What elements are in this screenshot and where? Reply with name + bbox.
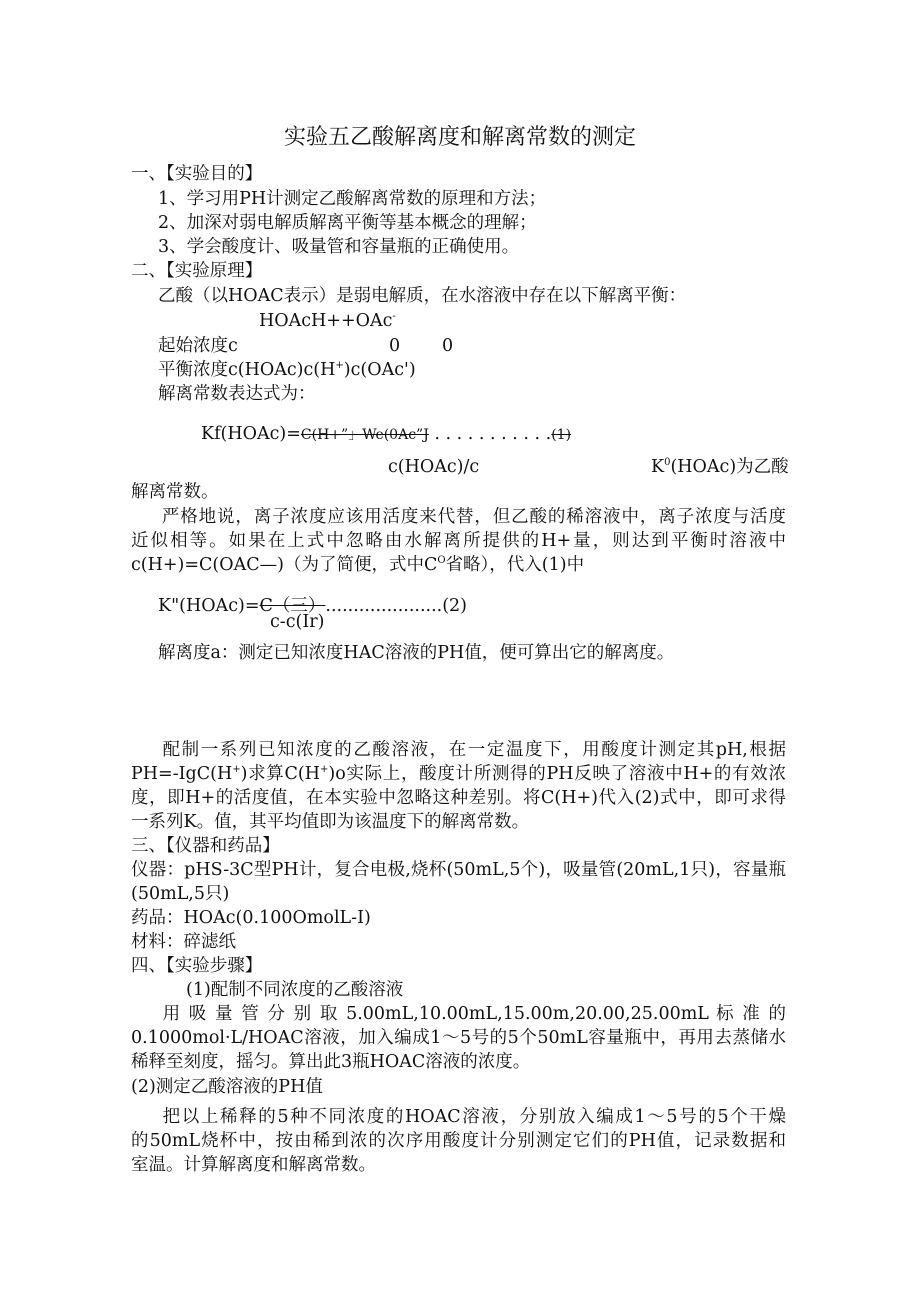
formula-2-denominator: c-c(Ir) — [270, 612, 325, 632]
step-1-line-1: 用 吸 量 管 分 别 取 5.00mL,10.00mL,15.00m,20.00,25.00mL 标 准 的 — [161, 1004, 786, 1024]
step-2-line-1: 把以上稀释的5种不同浓度的HOAC溶液，分别放入编成1～5号的5个干燥 — [161, 1107, 786, 1127]
method-paragraph-line-2: PH=-IgC(H+)求算C(H+)o实际上，酸度计所测得的PH反映了溶液中H+的有效浓 — [131, 764, 786, 784]
dissociation-degree: 解离度a：测定已知浓度HAC溶液的PH值，便可算出它的解离度。 — [158, 643, 675, 663]
method-paragraph-line-3: 度，即H+的活度值，在本实验中忽略这种差别。将C(H+)代入(2)式中，即可求得 — [131, 788, 786, 808]
initial-concentration-label: 起始浓度c — [158, 336, 238, 356]
instruments-line-2: (50mL,5只) — [131, 884, 230, 904]
formula-2: K"(HOAc)=C（三）.....................(2) — [158, 596, 467, 616]
step-1-title: (1)配制不同浓度的乙酸溶液 — [186, 980, 404, 1000]
section-3-heading: 三、【仪器和药品】 — [131, 836, 280, 856]
page-title: 实验五乙酸解离度和解离常数的测定 — [283, 125, 636, 150]
section-2-heading: 二、【实验原理】 — [131, 261, 263, 281]
step-2-title: (2)测定乙酸溶液的PH值 — [131, 1077, 323, 1097]
activity-paragraph-line-2: 近似相等。如果在上式中忽略由水解离所提供的H+量，则达到平衡时溶液中 — [131, 531, 786, 551]
objective-item-1: 1、学习用PH计测定乙酸解离常数的原理和方法； — [158, 189, 547, 209]
objective-item-3: 3、学会酸度计、吸量管和容量瓶的正确使用。 — [158, 237, 520, 257]
expression-label: 解离常数表达式为： — [158, 384, 316, 404]
step-2-line-3: 室温。计算解离度和解离常数。 — [131, 1155, 376, 1175]
formula-1: Kf(HOAc)=C(H+”」We(0Ac”J . . . . . . . . . . .(1) — [201, 424, 572, 444]
k0-definition-cont: 解离常数。 — [131, 482, 219, 502]
equilibrium-concentration: 平衡浓度c(HOAc)c(H+)c(OAc') — [158, 360, 416, 380]
activity-paragraph-line-1: 严格地说，离子浓度应该用活度来代替，但乙酸的稀溶液中，离子浓度与活度 — [161, 507, 786, 527]
k0-definition: $K^0(HOAc)$为乙酸 — [651, 457, 789, 477]
activity-paragraph-line-3: c(H+)=C(OAC—)（为了简便，式中$C^O$省略），代入(1)中 — [131, 555, 585, 575]
principle-intro: 乙酸（以HOAC表示）是弱电解质，在水溶液中存在以下解离平衡： — [158, 286, 687, 306]
formula-1-denominator: c(HOAc)/c — [388, 457, 480, 477]
equilibrium-equation: HOAcH++OAc- — [259, 311, 396, 331]
step-1-line-2: 0.1000mol·L/HOAC溶液，加入编成1～5号的5个50mL容量瓶中，再用去蒸储水 — [131, 1028, 786, 1048]
section-4-heading: 四、【实验步骤】 — [131, 956, 263, 976]
step-1-line-3: 稀释至刻度，摇匀。算出此3瓶HOAC溶液的浓度。 — [131, 1052, 531, 1072]
reagents: 药品：HOAc(0.100OmolL-I) — [131, 908, 371, 928]
method-paragraph-line-4: 一系列K。值，其平均值即为该温度下的解离常数。 — [131, 812, 530, 832]
materials: 材料：碎滤纸 — [131, 932, 236, 952]
initial-concentration-oac: 0 — [442, 336, 454, 356]
method-paragraph-line-1: 配制一系列已知浓度的乙酸溶液，在一定温度下，用酸度计测定其pH,根据 — [161, 740, 786, 760]
step-2-line-2: 的50mL烧杯中，按由稀到浓的次序用酸度计分别测定它们的PH值，记录数据和 — [131, 1131, 786, 1151]
objective-item-2: 2、加深对弱电解质解离平衡等基本概念的理解； — [158, 213, 537, 233]
initial-concentration-h: 0 — [389, 336, 401, 356]
instruments-line-1: 仪器：pHS-3C型PH计，复合电极,烧杯(50mL,5个)，吸量管(20mL,1只)，容量瓶 — [131, 860, 786, 880]
section-1-heading: 一、【实验目的】 — [131, 164, 263, 184]
